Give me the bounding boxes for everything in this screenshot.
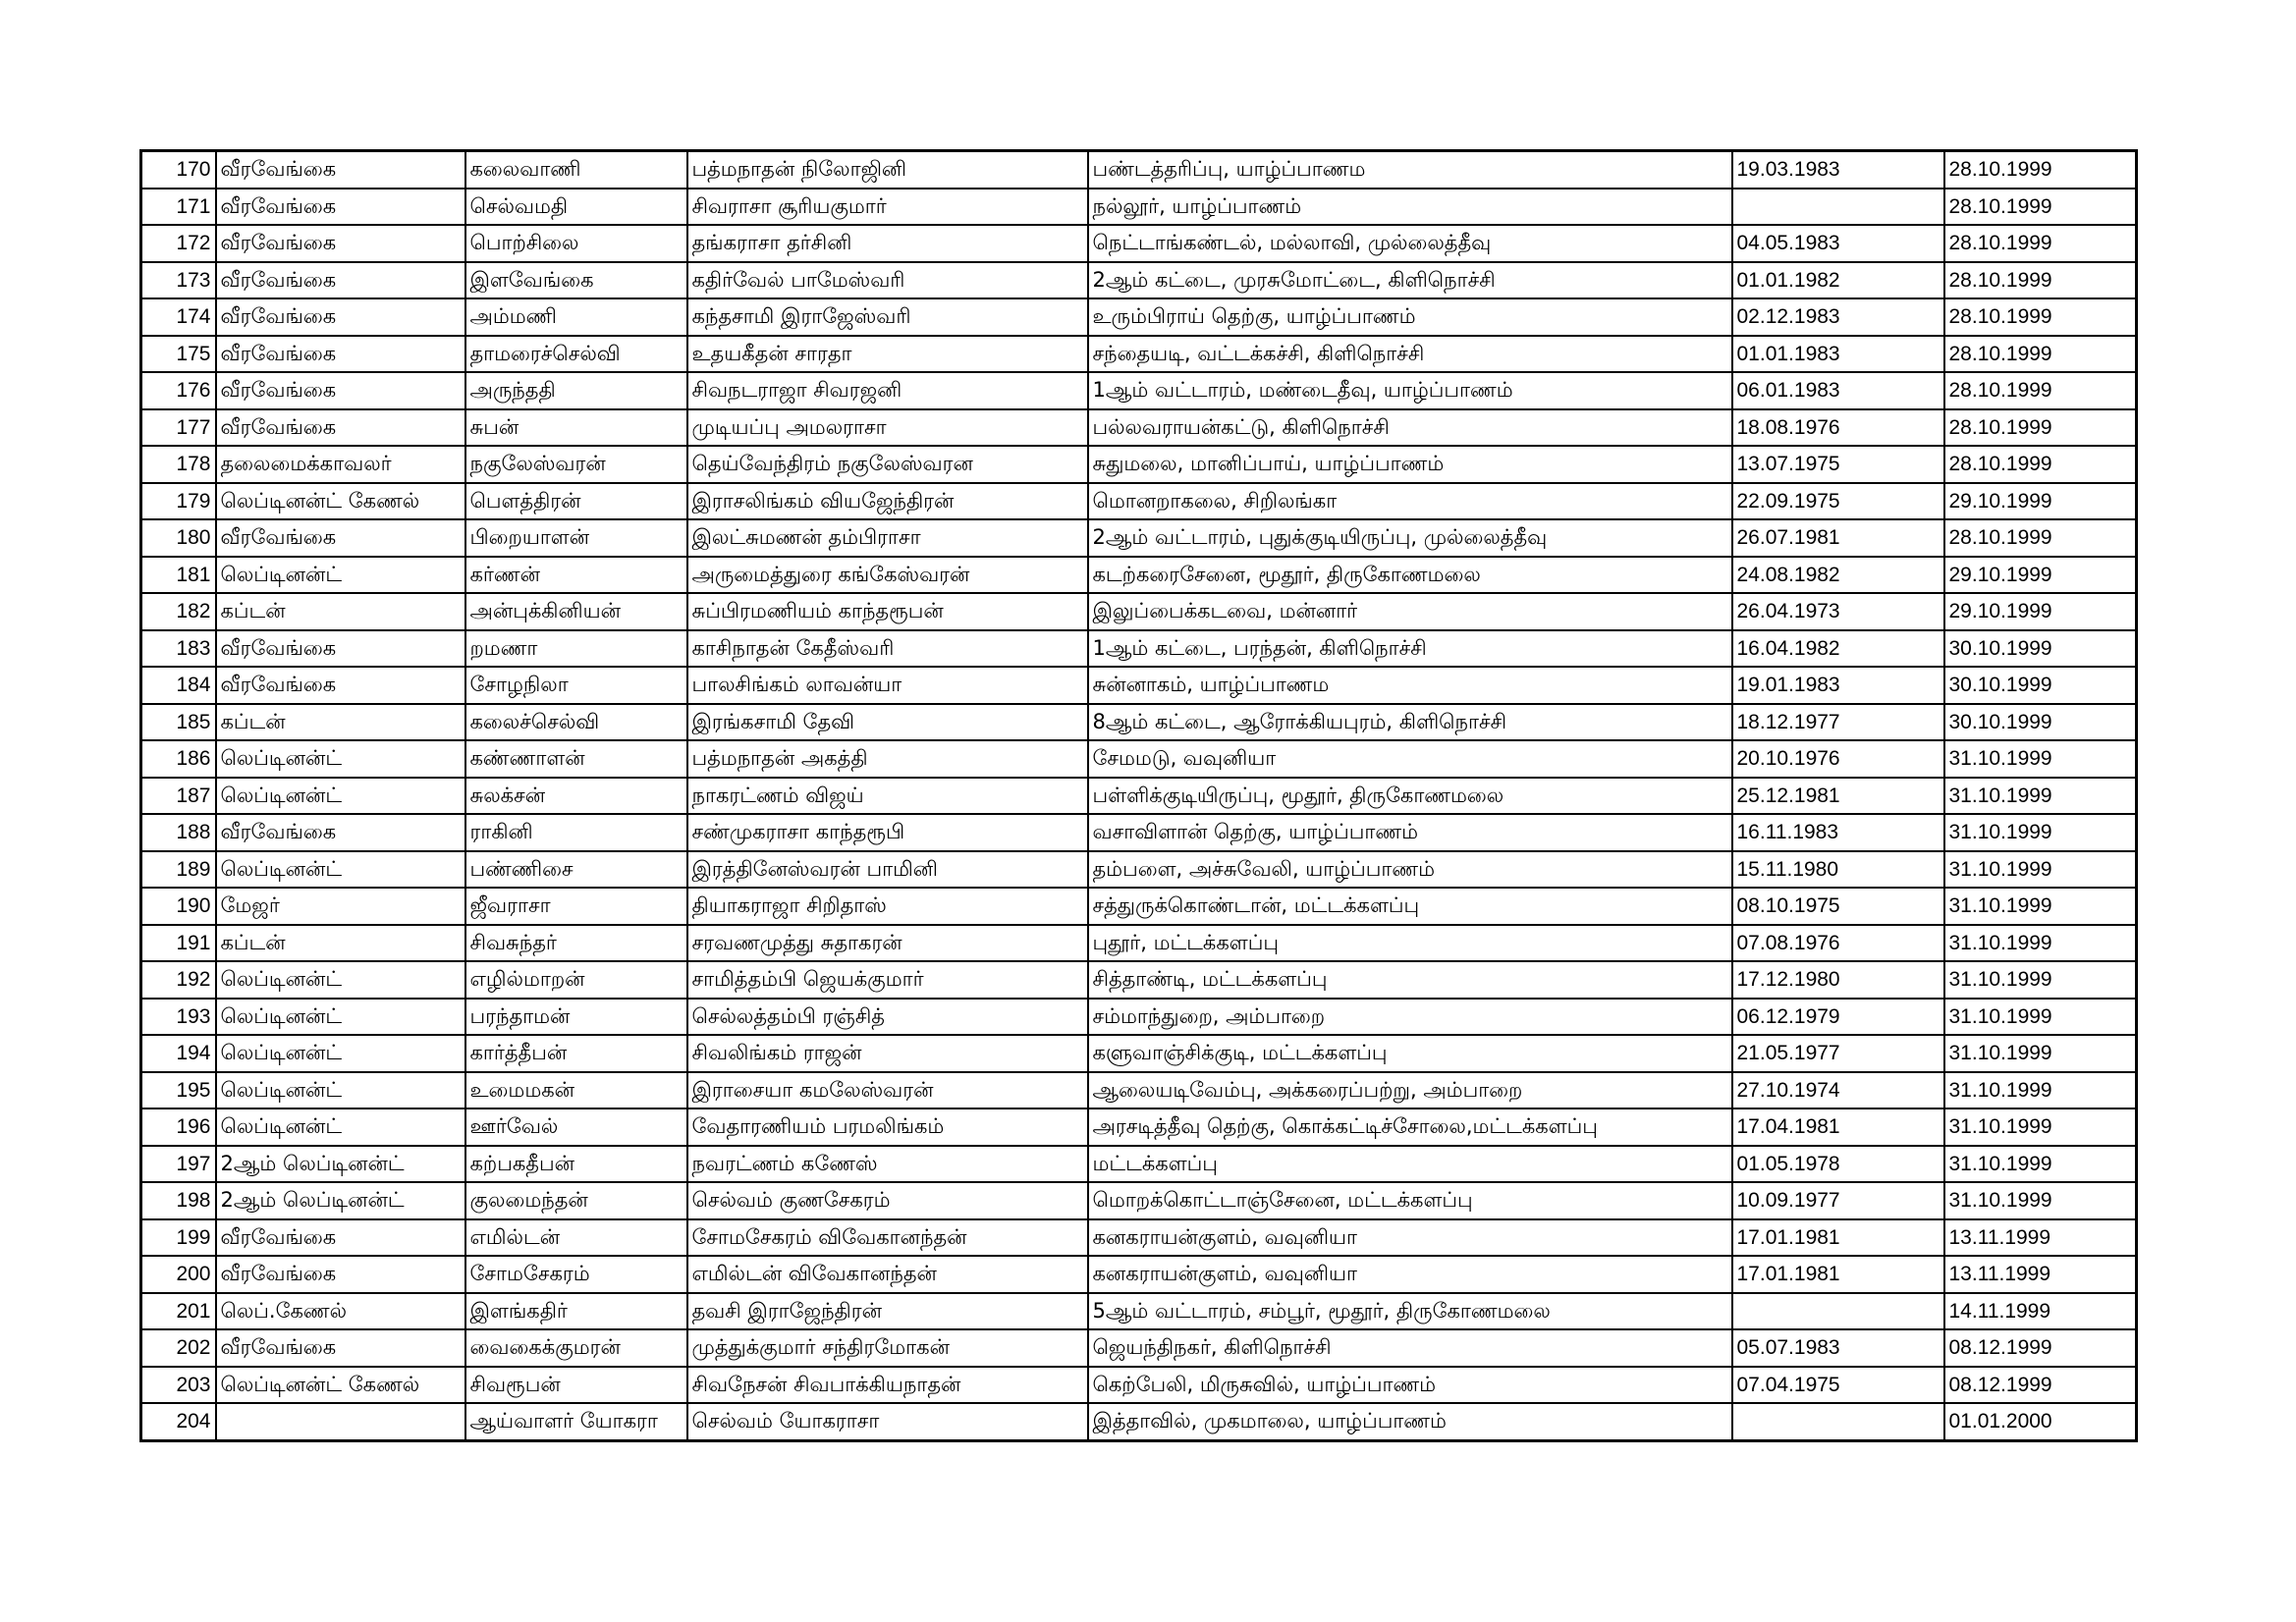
name-cell: கர்ணன் <box>465 557 687 594</box>
death-date-cell: 28.10.1999 <box>1944 336 2137 373</box>
table-row <box>141 1367 2137 1404</box>
real-name-cell: செல்வம் குணசேகரம் <box>687 1182 1088 1219</box>
name-cell: ஆய்வாளர் யோகரா <box>465 1403 687 1440</box>
real-name-cell: இராசையா கமலேஸ்வரன் <box>687 1072 1088 1109</box>
name-cell: நகுலேஸ்வரன் <box>465 446 687 483</box>
real-name-cell: சிவநேசன் சிவபாக்கியநாதன் <box>687 1367 1088 1404</box>
real-name-cell: தவசி இராஜேந்திரன் <box>687 1293 1088 1330</box>
real-name-cell: தியாகராஜா சிறிதாஸ் <box>687 888 1088 925</box>
real-name-cell: நவரட்ணம் கணேஸ் <box>687 1146 1088 1183</box>
name-cell: செல்வமதி <box>465 189 687 226</box>
birth-date-cell: 17.04.1981 <box>1732 1108 1944 1146</box>
rank-cell: வீரவேங்கை <box>216 667 465 704</box>
death-date-cell: 31.10.1999 <box>1944 740 2137 778</box>
real-name-cell: செல்வம் யோகராசா <box>687 1403 1088 1440</box>
name-cell: பிறையாளன் <box>465 519 687 557</box>
rank-cell: வீரவேங்கை <box>216 519 465 557</box>
death-date-cell: 31.10.1999 <box>1944 999 2137 1036</box>
address-cell: மொனறாகலை, சிறிலங்கா <box>1088 483 1732 520</box>
name-cell: இளவேங்கை <box>465 262 687 299</box>
row-number: 179 <box>141 483 216 520</box>
table-row <box>141 372 2137 409</box>
row-number: 197 <box>141 1146 216 1183</box>
table-row <box>141 1219 2137 1257</box>
real-name-cell: சரவணமுத்து சுதாகரன் <box>687 925 1088 962</box>
death-date-cell: 28.10.1999 <box>1944 446 2137 483</box>
table-row <box>141 667 2137 704</box>
table-row <box>141 409 2137 447</box>
address-cell: பல்லவராயன்கட்டு, கிளிநொச்சி <box>1088 409 1732 447</box>
row-number: 175 <box>141 336 216 373</box>
table-row <box>141 778 2137 815</box>
table-row <box>141 1146 2137 1183</box>
birth-date-cell: 13.07.1975 <box>1732 446 1944 483</box>
real-name-cell: சிவராசா சூரியகுமார் <box>687 189 1088 226</box>
death-date-cell: 28.10.1999 <box>1944 189 2137 226</box>
rank-cell: வீரவேங்கை <box>216 189 465 226</box>
address-cell: புதூர், மட்டக்களப்பு <box>1088 925 1732 962</box>
row-number: 174 <box>141 298 216 336</box>
real-name-cell: சோமசேகரம் விவேகானந்தன் <box>687 1219 1088 1257</box>
row-number: 194 <box>141 1035 216 1072</box>
birth-date-cell: 18.12.1977 <box>1732 704 1944 741</box>
address-cell: மட்டக்களப்பு <box>1088 1146 1732 1183</box>
row-number: 198 <box>141 1182 216 1219</box>
row-number: 180 <box>141 519 216 557</box>
death-date-cell: 31.10.1999 <box>1944 888 2137 925</box>
death-date-cell: 14.11.1999 <box>1944 1293 2137 1330</box>
death-date-cell: 31.10.1999 <box>1944 1035 2137 1072</box>
row-number: 192 <box>141 961 216 999</box>
table-row <box>141 189 2137 226</box>
real-name-cell: செல்லத்தம்பி ரஞ்சித் <box>687 999 1088 1036</box>
death-date-cell: 31.10.1999 <box>1944 1072 2137 1109</box>
table-row <box>141 1329 2137 1367</box>
table-row <box>141 1293 2137 1330</box>
death-date-cell: 31.10.1999 <box>1944 814 2137 851</box>
death-date-cell: 30.10.1999 <box>1944 704 2137 741</box>
death-date-cell: 28.10.1999 <box>1944 519 2137 557</box>
address-cell: ஆலையடிவேம்பு, அக்கரைப்பற்று, அம்பாறை <box>1088 1072 1732 1109</box>
rank-cell: லெப்டினன்ட் <box>216 1072 465 1109</box>
table-row <box>141 1182 2137 1219</box>
birth-date-cell: 21.05.1977 <box>1732 1035 1944 1072</box>
death-date-cell: 31.10.1999 <box>1944 925 2137 962</box>
birth-date-cell: 08.10.1975 <box>1732 888 1944 925</box>
row-number: 188 <box>141 814 216 851</box>
birth-date-cell: 07.08.1976 <box>1732 925 1944 962</box>
row-number: 186 <box>141 740 216 778</box>
birth-date-cell: 07.04.1975 <box>1732 1367 1944 1404</box>
table-row <box>141 704 2137 741</box>
name-cell: பெளத்திரன் <box>465 483 687 520</box>
real-name-cell: பத்மநாதன் நிலோஜினி <box>687 151 1088 189</box>
name-cell: ஊர்வேல் <box>465 1108 687 1146</box>
birth-date-cell: 19.03.1983 <box>1732 151 1944 189</box>
address-cell: சம்மாந்துறை, அம்பாறை <box>1088 999 1732 1036</box>
name-cell: சிவசுந்தர் <box>465 925 687 962</box>
table-row <box>141 336 2137 373</box>
name-cell: சுலக்சன் <box>465 778 687 815</box>
name-cell: சுபன் <box>465 409 687 447</box>
name-cell: எமில்டன் <box>465 1219 687 1257</box>
row-number: 171 <box>141 189 216 226</box>
birth-date-cell: 25.12.1981 <box>1732 778 1944 815</box>
death-date-cell: 28.10.1999 <box>1944 151 2137 189</box>
address-cell: சேமமடு, வவுனியா <box>1088 740 1732 778</box>
table-row <box>141 925 2137 962</box>
row-number: 182 <box>141 593 216 630</box>
address-cell: நெட்டாங்கண்டல், மல்லாவி, முல்லைத்தீவு <box>1088 225 1732 262</box>
name-cell: கலைவாணி <box>465 151 687 189</box>
rank-cell: வீரவேங்கை <box>216 225 465 262</box>
death-date-cell: 08.12.1999 <box>1944 1329 2137 1367</box>
row-number: 177 <box>141 409 216 447</box>
address-cell: 8ஆம் கட்டை, ஆரோக்கியபுரம், கிளிநொச்சி <box>1088 704 1732 741</box>
birth-date-cell: 20.10.1976 <box>1732 740 1944 778</box>
rank-cell: வீரவேங்கை <box>216 262 465 299</box>
birth-date-cell: 22.09.1975 <box>1732 483 1944 520</box>
name-cell: உமைமகன் <box>465 1072 687 1109</box>
name-cell: ராகினி <box>465 814 687 851</box>
row-number: 183 <box>141 630 216 668</box>
row-number: 184 <box>141 667 216 704</box>
row-number: 201 <box>141 1293 216 1330</box>
death-date-cell: 31.10.1999 <box>1944 778 2137 815</box>
real-name-cell: இலட்சுமணன் தம்பிராசா <box>687 519 1088 557</box>
table-row <box>141 262 2137 299</box>
birth-date-cell <box>1732 1293 1944 1330</box>
row-number: 190 <box>141 888 216 925</box>
row-number: 191 <box>141 925 216 962</box>
row-number: 199 <box>141 1219 216 1257</box>
birth-date-cell: 06.01.1983 <box>1732 372 1944 409</box>
death-date-cell: 28.10.1999 <box>1944 298 2137 336</box>
row-number: 181 <box>141 557 216 594</box>
rank-cell: வீரவேங்கை <box>216 1256 465 1293</box>
death-date-cell: 01.01.2000 <box>1944 1403 2137 1440</box>
name-cell: கலைச்செல்வி <box>465 704 687 741</box>
rank-cell: வீரவேங்கை <box>216 1329 465 1367</box>
rank-cell: லெப்டினன்ட் <box>216 1108 465 1146</box>
death-date-cell: 28.10.1999 <box>1944 225 2137 262</box>
death-date-cell: 31.10.1999 <box>1944 961 2137 999</box>
row-number: 204 <box>141 1403 216 1440</box>
address-cell: 1ஆம் கட்டை, பரந்தன், கிளிநொச்சி <box>1088 630 1732 668</box>
rank-cell: 2ஆம் லெப்டினன்ட் <box>216 1146 465 1183</box>
row-number: 170 <box>141 151 216 189</box>
birth-date-cell: 06.12.1979 <box>1732 999 1944 1036</box>
table-row <box>141 999 2137 1036</box>
rank-cell: வீரவேங்கை <box>216 151 465 189</box>
real-name-cell: இரங்கசாமி தேவி <box>687 704 1088 741</box>
rank-cell: மேஜர் <box>216 888 465 925</box>
name-cell: குலமைந்தன் <box>465 1182 687 1219</box>
birth-date-cell: 18.08.1976 <box>1732 409 1944 447</box>
death-date-cell: 29.10.1999 <box>1944 557 2137 594</box>
table-row <box>141 298 2137 336</box>
rank-cell: லெப்டினன்ட் <box>216 999 465 1036</box>
address-cell: கெற்பேலி, மிருசுவில், யாழ்ப்பாணம் <box>1088 1367 1732 1404</box>
birth-date-cell: 24.08.1982 <box>1732 557 1944 594</box>
row-number: 173 <box>141 262 216 299</box>
real-name-cell: நாகரட்ணம் விஜய் <box>687 778 1088 815</box>
table-row <box>141 151 2137 189</box>
real-name-cell: வேதாரணியம் பரமலிங்கம் <box>687 1108 1088 1146</box>
birth-date-cell: 26.04.1973 <box>1732 593 1944 630</box>
address-cell: 2ஆம் கட்டை, முரசுமோட்டை, கிளிநொச்சி <box>1088 262 1732 299</box>
rank-cell: லெப்டினன்ட் <box>216 961 465 999</box>
rank-cell <box>216 1403 465 1440</box>
death-date-cell: 30.10.1999 <box>1944 667 2137 704</box>
table-row <box>141 519 2137 557</box>
address-cell: நல்லூர், யாழ்ப்பாணம் <box>1088 189 1732 226</box>
table-row <box>141 1256 2137 1293</box>
rank-cell: 2ஆம் லெப்டினன்ட் <box>216 1182 465 1219</box>
address-cell: கடற்கரைசேனை, மூதூர், திருகோணமலை <box>1088 557 1732 594</box>
real-name-cell: இரத்தினேஸ்வரன் பாமினி <box>687 851 1088 889</box>
real-name-cell: காசிநாதன் கேதீஸ்வரி <box>687 630 1088 668</box>
real-name-cell: சண்முகராசா காந்தரூபி <box>687 814 1088 851</box>
table-row <box>141 1035 2137 1072</box>
table-row <box>141 446 2137 483</box>
birth-date-cell: 16.11.1983 <box>1732 814 1944 851</box>
death-date-cell: 31.10.1999 <box>1944 1108 2137 1146</box>
name-cell: இளங்கதிர் <box>465 1293 687 1330</box>
rank-cell: கப்டன் <box>216 593 465 630</box>
name-cell: கண்ணாளன் <box>465 740 687 778</box>
death-date-cell: 31.10.1999 <box>1944 1182 2137 1219</box>
rank-cell: லெப்டினன்ட் கேணல் <box>216 483 465 520</box>
table-row <box>141 888 2137 925</box>
rank-cell: தலைமைக்காவலர் <box>216 446 465 483</box>
row-number: 189 <box>141 851 216 889</box>
table-row <box>141 1108 2137 1146</box>
real-name-cell: பாலசிங்கம் லாவன்யா <box>687 667 1088 704</box>
name-cell: கற்பகதீபன் <box>465 1146 687 1183</box>
address-cell: பண்டத்தரிப்பு, யாழ்ப்பாணம <box>1088 151 1732 189</box>
name-cell: பொற்சிலை <box>465 225 687 262</box>
name-cell: ஜீவராசா <box>465 888 687 925</box>
rank-cell: வீரவேங்கை <box>216 298 465 336</box>
real-name-cell: முத்துக்குமார் சந்திரமோகன் <box>687 1329 1088 1367</box>
table-row <box>141 961 2137 999</box>
name-cell: றமணா <box>465 630 687 668</box>
rank-cell: வீரவேங்கை <box>216 336 465 373</box>
birth-date-cell: 01.05.1978 <box>1732 1146 1944 1183</box>
address-cell: மொறக்கொட்டாஞ்சேனை, மட்டக்களப்பு <box>1088 1182 1732 1219</box>
death-date-cell: 13.11.1999 <box>1944 1219 2137 1257</box>
real-name-cell: சாமித்தம்பி ஜெயக்குமார் <box>687 961 1088 999</box>
real-name-cell: இராசலிங்கம் வியஜேந்திரன் <box>687 483 1088 520</box>
address-cell: 2ஆம் வட்டாரம், புதுக்குடியிருப்பு, முல்லைத்தீவு <box>1088 519 1732 557</box>
table-row <box>141 630 2137 668</box>
birth-date-cell: 26.07.1981 <box>1732 519 1944 557</box>
birth-date-cell: 17.01.1981 <box>1732 1219 1944 1257</box>
row-number: 178 <box>141 446 216 483</box>
address-cell: பள்ளிக்குடியிருப்பு, மூதூர், திருகோணமலை <box>1088 778 1732 815</box>
death-date-cell: 28.10.1999 <box>1944 409 2137 447</box>
table-row <box>141 557 2137 594</box>
name-cell: அன்புக்கினியன் <box>465 593 687 630</box>
address-cell: அரசடித்தீவு தெற்கு, கொக்கட்டிச்சோலை,மட்டக்களப்பு <box>1088 1108 1732 1146</box>
name-cell: பரந்தாமன் <box>465 999 687 1036</box>
rank-cell: வீரவேங்கை <box>216 630 465 668</box>
name-cell: சோமசேகரம் <box>465 1256 687 1293</box>
name-cell: சோழநிலா <box>465 667 687 704</box>
address-cell: தம்பளை, அச்சுவேலி, யாழ்ப்பாணம் <box>1088 851 1732 889</box>
birth-date-cell: 17.12.1980 <box>1732 961 1944 999</box>
row-number: 196 <box>141 1108 216 1146</box>
table-row <box>141 740 2137 778</box>
address-cell: சந்தையடி, வட்டக்கச்சி, கிளிநொச்சி <box>1088 336 1732 373</box>
address-cell: 1ஆம் வட்டாரம், மண்டைதீவு, யாழ்ப்பாணம் <box>1088 372 1732 409</box>
rank-cell: வீரவேங்கை <box>216 1219 465 1257</box>
name-cell: எழில்மாறன் <box>465 961 687 999</box>
address-cell: இத்தாவில், முகமாலை, யாழ்ப்பாணம் <box>1088 1403 1732 1440</box>
rank-cell: லெப்டினன்ட் <box>216 740 465 778</box>
table-row <box>141 225 2137 262</box>
address-cell: சத்துருக்கொண்டான், மட்டக்களப்பு <box>1088 888 1732 925</box>
table-body <box>141 151 2137 1441</box>
name-cell: தாமரைச்செல்வி <box>465 336 687 373</box>
real-name-cell: கந்தசாமி இராஜேஸ்வரி <box>687 298 1088 336</box>
table-row <box>141 814 2137 851</box>
row-number: 187 <box>141 778 216 815</box>
address-cell: இலுப்பைக்கடவை, மன்னார் <box>1088 593 1732 630</box>
rank-cell: லெப்டினன்ட் <box>216 851 465 889</box>
rank-cell: லெப்டினன்ட் <box>216 557 465 594</box>
address-cell: 5ஆம் வட்டாரம், சம்பூர், மூதூர், திருகோணமலை <box>1088 1293 1732 1330</box>
row-number: 193 <box>141 999 216 1036</box>
address-cell: சுன்னாகம், யாழ்ப்பாணம <box>1088 667 1732 704</box>
death-date-cell: 30.10.1999 <box>1944 630 2137 668</box>
birth-date-cell <box>1732 189 1944 226</box>
birth-date-cell: 01.01.1982 <box>1732 262 1944 299</box>
memorial-table <box>139 149 2138 1442</box>
death-date-cell: 28.10.1999 <box>1944 372 2137 409</box>
real-name-cell: கதிர்வேல் பாமேஸ்வரி <box>687 262 1088 299</box>
address-cell: வசாவிளான் தெற்கு, யாழ்ப்பாணம் <box>1088 814 1732 851</box>
address-cell: சுதுமலை, மானிப்பாய், யாழ்ப்பாணம் <box>1088 446 1732 483</box>
row-number: 202 <box>141 1329 216 1367</box>
memorial-list-sheet <box>139 149 2135 1442</box>
birth-date-cell: 01.01.1983 <box>1732 336 1944 373</box>
real-name-cell: அருமைத்துரை கங்கேஸ்வரன் <box>687 557 1088 594</box>
row-number: 172 <box>141 225 216 262</box>
rank-cell: லெப்டினன்ட் <box>216 778 465 815</box>
name-cell: அருந்ததி <box>465 372 687 409</box>
real-name-cell: தங்கராசா தர்சினி <box>687 225 1088 262</box>
row-number: 195 <box>141 1072 216 1109</box>
real-name-cell: பத்மநாதன் அகத்தி <box>687 740 1088 778</box>
rank-cell: லெப்டினன்ட் <box>216 1035 465 1072</box>
name-cell: அம்மணி <box>465 298 687 336</box>
table-row <box>141 1072 2137 1109</box>
birth-date-cell: 02.12.1983 <box>1732 298 1944 336</box>
table-row <box>141 1403 2137 1440</box>
birth-date-cell <box>1732 1403 1944 1440</box>
death-date-cell: 31.10.1999 <box>1944 1146 2137 1183</box>
table-row <box>141 593 2137 630</box>
real-name-cell: சிவநடராஜா சிவரஜனி <box>687 372 1088 409</box>
address-cell: கனகராயன்குளம், வவுனியா <box>1088 1219 1732 1257</box>
name-cell: பண்ணிசை <box>465 851 687 889</box>
rank-cell: வீரவேங்கை <box>216 409 465 447</box>
row-number: 176 <box>141 372 216 409</box>
row-number: 200 <box>141 1256 216 1293</box>
birth-date-cell: 15.11.1980 <box>1732 851 1944 889</box>
birth-date-cell: 27.10.1974 <box>1732 1072 1944 1109</box>
name-cell: கார்த்தீபன் <box>465 1035 687 1072</box>
birth-date-cell: 17.01.1981 <box>1732 1256 1944 1293</box>
birth-date-cell: 19.01.1983 <box>1732 667 1944 704</box>
address-cell: உரும்பிராய் தெற்கு, யாழ்ப்பாணம் <box>1088 298 1732 336</box>
row-number: 203 <box>141 1367 216 1404</box>
real-name-cell: உதயகீதன் சாரதா <box>687 336 1088 373</box>
real-name-cell: சிவலிங்கம் ராஜன் <box>687 1035 1088 1072</box>
rank-cell: வீரவேங்கை <box>216 372 465 409</box>
real-name-cell: முடியப்பு அமலராசா <box>687 409 1088 447</box>
death-date-cell: 13.11.1999 <box>1944 1256 2137 1293</box>
death-date-cell: 31.10.1999 <box>1944 851 2137 889</box>
death-date-cell: 28.10.1999 <box>1944 262 2137 299</box>
table-row <box>141 851 2137 889</box>
rank-cell: லெப்.கேணல் <box>216 1293 465 1330</box>
birth-date-cell: 16.04.1982 <box>1732 630 1944 668</box>
death-date-cell: 08.12.1999 <box>1944 1367 2137 1404</box>
real-name-cell: சுப்பிரமணியம் காந்தரூபன் <box>687 593 1088 630</box>
real-name-cell: எமில்டன் விவேகானந்தன் <box>687 1256 1088 1293</box>
birth-date-cell: 05.07.1983 <box>1732 1329 1944 1367</box>
address-cell: கனகராயன்குளம், வவுனியா <box>1088 1256 1732 1293</box>
rank-cell: கப்டன் <box>216 925 465 962</box>
address-cell: ஜெயந்திநகர், கிளிநொச்சி <box>1088 1329 1732 1367</box>
birth-date-cell: 04.05.1983 <box>1732 225 1944 262</box>
address-cell: சித்தாண்டி, மட்டக்களப்பு <box>1088 961 1732 999</box>
table-row <box>141 483 2137 520</box>
rank-cell: வீரவேங்கை <box>216 814 465 851</box>
rank-cell: லெப்டினன்ட் கேணல் <box>216 1367 465 1404</box>
rank-cell: கப்டன் <box>216 704 465 741</box>
death-date-cell: 29.10.1999 <box>1944 483 2137 520</box>
row-number: 185 <box>141 704 216 741</box>
real-name-cell: தெய்வேந்திரம் நகுலேஸ்வரன <box>687 446 1088 483</box>
address-cell: களுவாஞ்சிக்குடி, மட்டக்களப்பு <box>1088 1035 1732 1072</box>
name-cell: வைகைக்குமரன் <box>465 1329 687 1367</box>
birth-date-cell: 10.09.1977 <box>1732 1182 1944 1219</box>
name-cell: சிவரூபன் <box>465 1367 687 1404</box>
death-date-cell: 29.10.1999 <box>1944 593 2137 630</box>
